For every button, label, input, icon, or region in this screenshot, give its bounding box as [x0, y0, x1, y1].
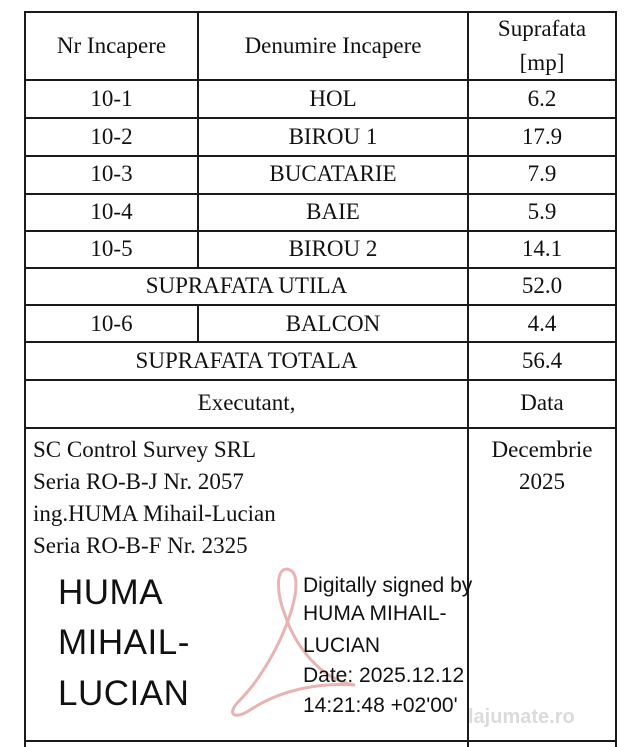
row-nr: 10-1	[90, 86, 133, 111]
row-area: 4.4	[527, 311, 557, 336]
row-name: BAIE	[306, 199, 360, 224]
row-area: 7.9	[527, 161, 557, 186]
date-label: Data	[520, 390, 564, 415]
signature-line-3: LUCIAN	[303, 634, 381, 657]
row-name: HOL	[309, 86, 357, 111]
useful-area-label: SUPRAFATA UTILA	[145, 273, 348, 298]
signer-name-line-3: LUCIAN	[58, 674, 190, 713]
table-border-bottom	[24, 740, 617, 742]
header-area-line2: [mp]	[519, 50, 565, 75]
company-name: SC Control Survey SRL	[33, 437, 257, 462]
executant-label: Executant,	[197, 390, 296, 415]
row-divider	[24, 304, 617, 306]
signature-line-5: 14:21:48 +02'00'	[303, 694, 458, 717]
row-divider	[24, 230, 617, 232]
row-nr: 10-6	[90, 311, 133, 336]
signer-name-line-1: HUMA	[58, 573, 164, 612]
row-nr: 10-4	[90, 199, 133, 224]
company-registration: Seria RO-B-J Nr. 2057	[33, 469, 244, 494]
row-divider	[24, 379, 617, 381]
row-nr: 10-5	[90, 236, 133, 261]
header-nr: Nr Incapere	[56, 33, 167, 58]
table-border-top	[24, 11, 617, 13]
col-divider-2	[467, 11, 469, 747]
engineer-series: Seria RO-B-F Nr. 2325	[33, 533, 248, 558]
row-divider	[24, 267, 617, 269]
row-area: 17.9	[521, 124, 563, 149]
row-nr: 10-2	[90, 124, 133, 149]
row-name: BIROU 2	[288, 236, 378, 261]
signer-name-line-2: MIHAIL-	[58, 623, 190, 662]
signature-line-1: Digitally signed by	[303, 574, 473, 597]
watermark-text: lajumate.ro	[468, 706, 575, 728]
row-name: BUCATARIE	[269, 161, 397, 186]
date-year: 2025	[519, 469, 565, 494]
row-divider	[24, 193, 617, 195]
engineer-name: ing.HUMA Mihail-Lucian	[33, 501, 276, 526]
row-area: 5.9	[527, 199, 557, 224]
row-divider	[24, 117, 617, 119]
row-name: BIROU 1	[288, 124, 378, 149]
watermark	[468, 706, 575, 729]
row-area: 6.2	[527, 86, 557, 111]
row-divider	[24, 79, 617, 81]
row-name: BALCON	[285, 311, 381, 336]
date-month: Decembrie	[491, 437, 593, 462]
total-area-value: 56.4	[521, 348, 563, 373]
row-nr: 10-3	[90, 161, 133, 186]
total-area-label: SUPRAFATA TOTALA	[135, 348, 358, 373]
row-divider	[24, 341, 617, 343]
signature-line-2: HUMA MIHAIL-	[303, 602, 447, 625]
row-divider	[24, 155, 617, 157]
row-divider	[24, 427, 617, 429]
signature-line-4: Date: 2025.12.12	[303, 664, 465, 687]
header-name: Denumire Incapere	[244, 33, 422, 58]
row-area: 14.1	[521, 236, 563, 261]
header-area-line1: Suprafata	[497, 16, 587, 41]
useful-area-value: 52.0	[521, 273, 563, 298]
